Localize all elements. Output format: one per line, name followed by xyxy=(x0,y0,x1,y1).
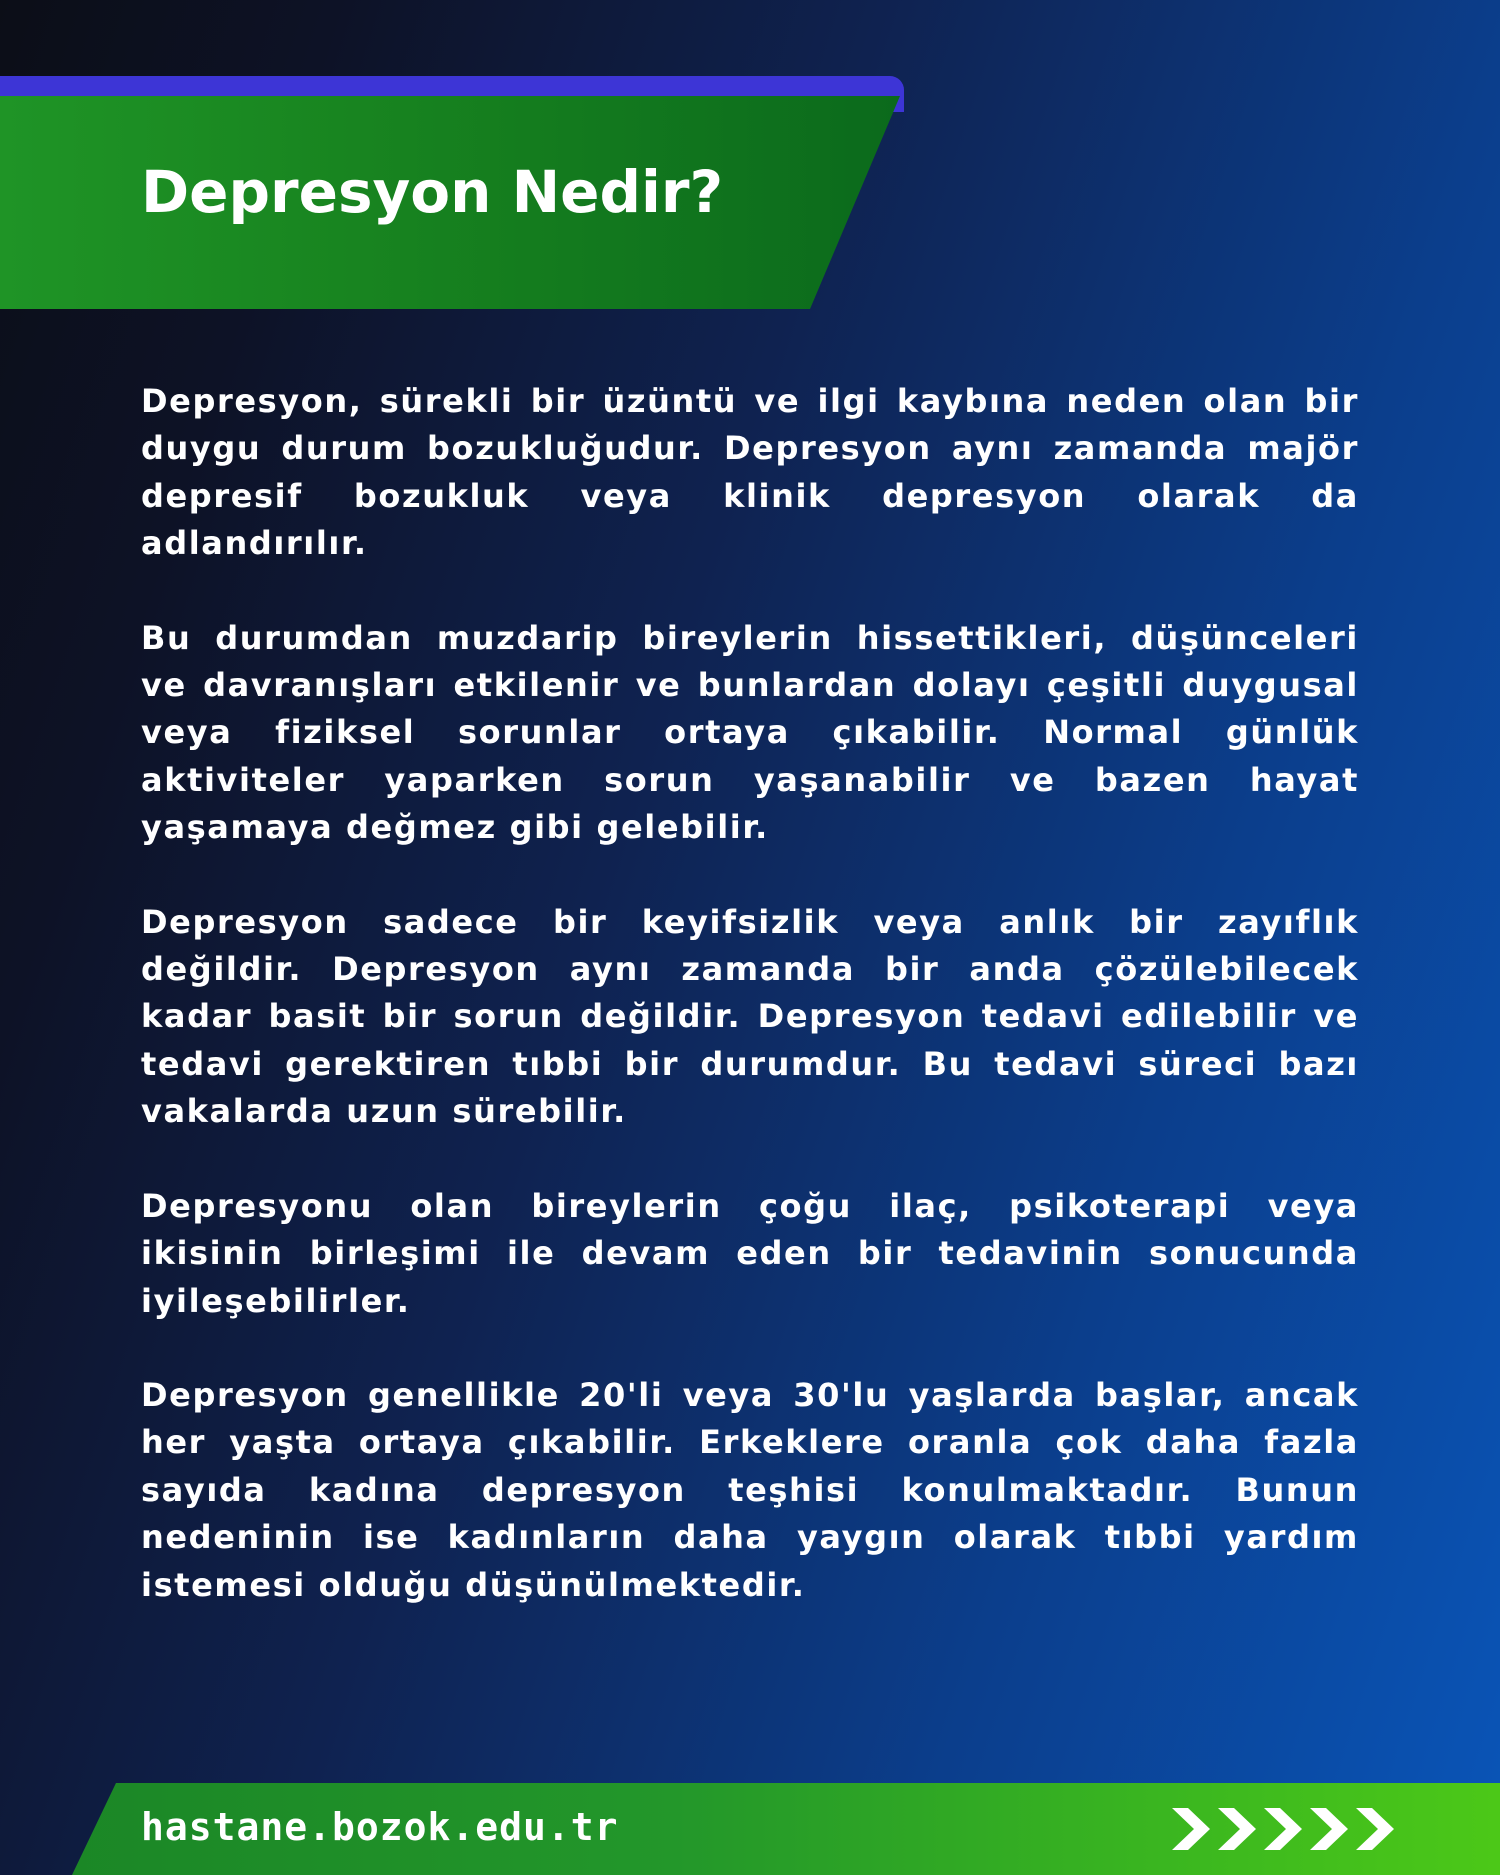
paragraph-treatment: Depresyonu olan bireylerin çoğu ilaç, psikoterapi veya ikisinin birleşimi ile devam eden bir tedavinin sonucunda iyileşebilirler. xyxy=(141,1186,1359,1320)
paragraph-effects: Bu durumdan muzdarip bireylerin hissettikleri, düşünceleri ve davranışları etkilenir ve bunlardan dolayı çeşitli duygusal veya fiziksel sorunlar ortaya çıkabilir. Normal günlük aktiviteler yaparken sorun yaşanabilir ve bazen hayat yaşamaya değmez gibi gelebilir. xyxy=(141,618,1359,847)
paragraph-not-weakness: Depresyon sadece bir keyifsizlik veya anlık bir zayıflık değildir. Depresyon aynı zamanda bir anda çözülebilecek kadar basit bir sorun değildir. Depresyon tedavi edilebilir ve tedavi gerektiren tıbbi bir durumdur. Bu tedavi süreci bazı vakalarda uzun sürebilir. xyxy=(141,902,1359,1131)
chevron-right-icon xyxy=(1172,1804,1402,1854)
paragraph-onset: Depresyon genellikle 20'li veya 30'lu yaşlarda başlar, ancak her yaşta ortaya çıkabilir. Erkeklere oranla çok daha fazla sayıda kadına depresyon teşhisi konulmaktadır. Bunun nedeninin ise kadınların daha yaygın olarak tıbbi yardım istemesi olduğu düşünülmektedir. xyxy=(141,1375,1359,1604)
page-title: Depresyon Nedir? xyxy=(141,158,724,226)
article-body xyxy=(141,378,1359,1656)
paragraph-definition: Depresyon, sürekli bir üzüntü ve ilgi kaybına neden olan bir duygu durum bozukluğudur. Depresyon aynı zamanda majör depresif bozukluk veya klinik depresyon olarak da adlandırılır. xyxy=(141,382,1359,563)
footer-website-link[interactable]: hastane.bozok.edu.tr xyxy=(141,1805,619,1849)
